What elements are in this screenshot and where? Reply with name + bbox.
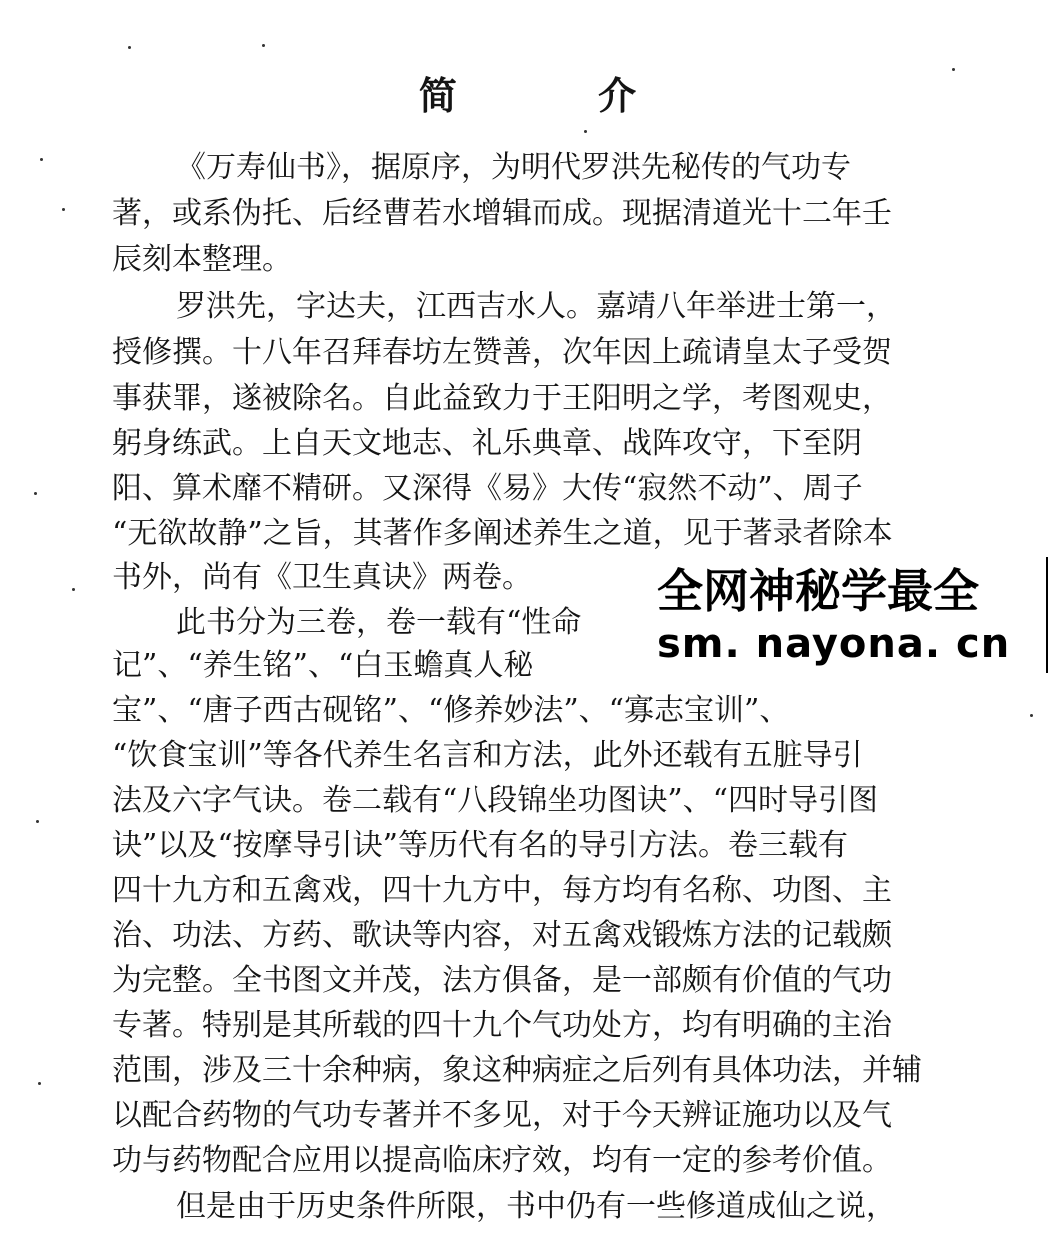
- paragraph-line: 此书分为三卷，卷一载有“性命: [176, 605, 582, 640]
- scan-speck: [40, 158, 43, 161]
- watermark-url: sm. nayona. cn: [657, 621, 1011, 667]
- paragraph-line: 躬身练武。上自天文地志、礼乐典章、战阵攻守，下至阴: [112, 426, 862, 461]
- paragraph-line: 为完整。全书图文并茂，法方俱备，是一部颇有价值的气功: [112, 963, 892, 998]
- paragraph-line: 法及六字气诀。卷二载有“八段锦坐功图诀”、“四时导引图: [112, 783, 879, 818]
- scan-speck: [584, 130, 587, 133]
- scan-speck: [38, 1082, 41, 1085]
- paragraph-line: 《万寿仙书》，据原序，为明代罗洪先秘传的气功专: [176, 150, 851, 185]
- scan-speck: [1030, 714, 1033, 717]
- paragraph-line: 事获罪，遂被除名。自此益致力于王阳明之学，考图观史，: [112, 381, 892, 416]
- page-title: 简 介: [418, 73, 701, 118]
- paragraph-line: 阳、算术靡不精研。又深得《易》大传“寂然不动”、周子: [112, 471, 863, 506]
- scan-speck: [262, 44, 265, 47]
- paragraph-line: 宝”、“唐子西古砚铭”、“修养妙法”、“寡志宝训”、: [112, 693, 790, 728]
- scan-speck: [72, 588, 75, 591]
- paragraph-line: 著，或系伪托、后经曹若水增辑而成。现据清道光十二年壬: [112, 196, 892, 231]
- scan-speck: [34, 492, 37, 495]
- paragraph-line: 但是由于历史条件所限，书中仍有一些修道成仙之说，: [176, 1189, 896, 1224]
- paragraph-line: 范围，涉及三十余种病，象这种病症之后列有具体功法，并辅: [112, 1053, 922, 1088]
- paragraph-line: 专著。特别是其所载的四十九个气功处方，均有明确的主治: [112, 1008, 892, 1043]
- paragraph-line: 罗洪先，字达夫，江西吉水人。嘉靖八年举进士第一，: [176, 289, 896, 324]
- paragraph-line: 授修撰。十八年召拜春坊左赞善，次年因上疏请皇太子受贺: [112, 335, 892, 370]
- scan-speck: [952, 68, 955, 71]
- paragraph-line: 治、功法、方药、歌诀等内容，对五禽戏锻炼方法的记载颇: [112, 918, 892, 953]
- scan-speck: [128, 46, 131, 49]
- scan-speck: [36, 820, 39, 823]
- paragraph-line: “无欲故静”之旨，其著作多阐述养生之道，见于著录者除本: [112, 516, 893, 551]
- scan-speck: [62, 208, 65, 211]
- watermark-overlay: [651, 557, 1048, 673]
- watermark-title: 全网神秘学最全: [657, 564, 979, 618]
- paragraph-line: 诀”以及“按摩导引诀”等历代有名的导引方法。卷三载有: [112, 828, 849, 863]
- paragraph-line: 书外，尚有《卫生真诀》两卷。: [112, 560, 532, 595]
- paragraph-line: 记”、“养生铭”、“白玉蟾真人秘: [112, 648, 534, 683]
- paragraph-line: 以配合药物的气功专著并不多见，对于今天辨证施功以及气: [112, 1098, 892, 1133]
- paragraph-line: 四十九方和五禽戏，四十九方中，每方均有名称、功图、主: [112, 873, 892, 908]
- paragraph-line: 功与药物配合应用以提高临床疗效，均有一定的参考价值。: [112, 1143, 892, 1178]
- paragraph-line: 辰刻本整理。: [112, 242, 292, 277]
- paragraph-line: “饮食宝训”等各代养生名言和方法，此外还载有五脏导引: [112, 738, 863, 773]
